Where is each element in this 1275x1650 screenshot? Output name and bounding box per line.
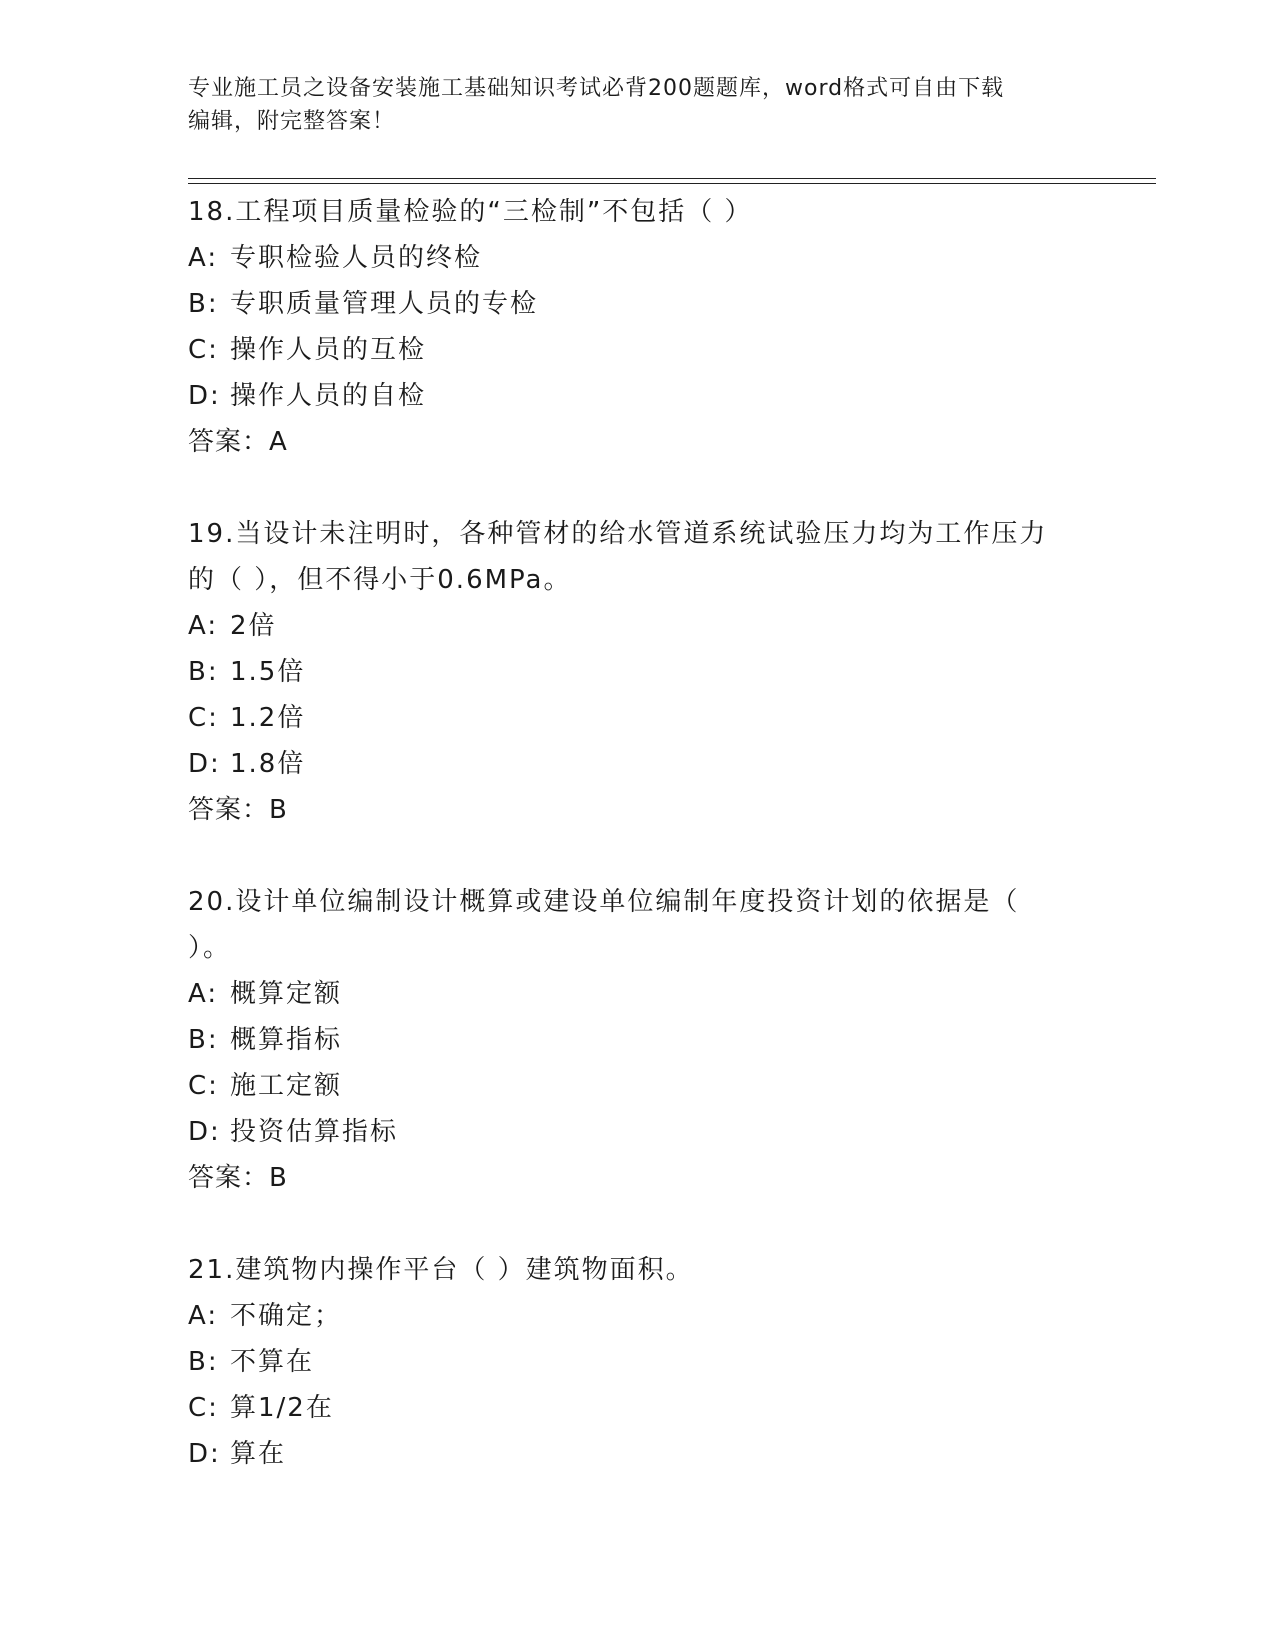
option-a: [188, 235, 1088, 281]
option-letter: C:: [188, 703, 219, 733]
answer-label: 答案：: [188, 795, 270, 825]
question-stem: 20.设计单位编制设计概算或建设单位编制年度投资计划的依据是（: [188, 887, 1020, 917]
option-letter: C:: [188, 335, 219, 365]
option-c: [188, 1385, 1088, 1431]
answer: [188, 419, 1088, 465]
option-c: [188, 327, 1088, 373]
option-b: [188, 1017, 1088, 1063]
question-stem: 21.建筑物内操作平台（ ）建筑物面积。: [188, 1255, 694, 1285]
question-18: [188, 189, 1088, 465]
option-text: 操作人员的互检: [230, 335, 427, 365]
question-list: [188, 189, 1088, 1477]
header-divider-bottom: [188, 183, 1156, 184]
header-title-line-1: 专业施工员之设备安装施工基础知识考试必背200题题库，word格式可自由下载: [188, 76, 1005, 101]
option-letter: D:: [188, 749, 221, 779]
option-d: [188, 1431, 1088, 1477]
answer-value: A: [269, 427, 288, 457]
question-21: [188, 1247, 1088, 1477]
option-text: 1.2倍: [230, 703, 306, 733]
option-letter: B:: [188, 1347, 219, 1377]
option-a: [188, 603, 1088, 649]
answer: [188, 1155, 1088, 1201]
option-letter: C:: [188, 1071, 219, 1101]
option-letter: D:: [188, 1117, 221, 1147]
option-letter: A:: [188, 1301, 219, 1331]
question-stem: 18.工程项目质量检验的“三检制”不包括（ ）: [188, 197, 753, 227]
question-20: [188, 879, 1088, 1201]
option-letter: C:: [188, 1393, 219, 1423]
question-stem-continued: ）。: [188, 933, 232, 963]
option-d: [188, 741, 1088, 787]
option-letter: B:: [188, 657, 219, 687]
option-a: [188, 1293, 1088, 1339]
option-text: 不算在: [230, 1347, 315, 1377]
answer-label: 答案：: [188, 427, 270, 457]
option-d: [188, 373, 1088, 419]
answer: [188, 787, 1088, 833]
question-stem: 19.当设计未注明时，各种管材的给水管道系统试验压力均为工作压力: [188, 519, 1048, 549]
option-letter: A:: [188, 979, 219, 1009]
option-letter: B:: [188, 289, 219, 319]
option-text: 概算定额: [230, 979, 343, 1009]
option-text: 概算指标: [230, 1025, 343, 1055]
option-text: 算1/2在: [230, 1393, 334, 1423]
answer-value: B: [269, 795, 288, 825]
header-title-line-2: 编辑，附完整答案！: [188, 109, 396, 134]
option-b: [188, 1339, 1088, 1385]
option-text: 1.8倍: [230, 749, 306, 779]
option-letter: A:: [188, 243, 219, 273]
option-c: [188, 1063, 1088, 1109]
option-text: 不确定；: [230, 1301, 343, 1331]
option-b: [188, 281, 1088, 327]
option-text: 施工定额: [230, 1071, 343, 1101]
option-text: 专职质量管理人员的专检: [230, 289, 539, 319]
document-header: [188, 72, 1088, 138]
question-19: [188, 511, 1088, 833]
option-text: 2倍: [230, 611, 277, 641]
option-letter: A:: [188, 611, 219, 641]
answer-label: 答案：: [188, 1163, 270, 1193]
answer-value: B: [269, 1163, 288, 1193]
option-letter: D:: [188, 381, 221, 411]
option-letter: B:: [188, 1025, 219, 1055]
option-d: [188, 1109, 1088, 1155]
option-text: 专职检验人员的终检: [230, 243, 483, 273]
option-letter: D:: [188, 1439, 221, 1469]
option-a: [188, 971, 1088, 1017]
question-stem-continued: 的（ ），但不得小于0.6MPa。: [188, 565, 572, 595]
option-c: [188, 695, 1088, 741]
option-text: 操作人员的自检: [230, 381, 427, 411]
option-text: 1.5倍: [230, 657, 306, 687]
header-divider-top: [188, 178, 1156, 179]
option-text: 算在: [230, 1439, 287, 1469]
option-b: [188, 649, 1088, 695]
option-text: 投资估算指标: [230, 1117, 399, 1147]
